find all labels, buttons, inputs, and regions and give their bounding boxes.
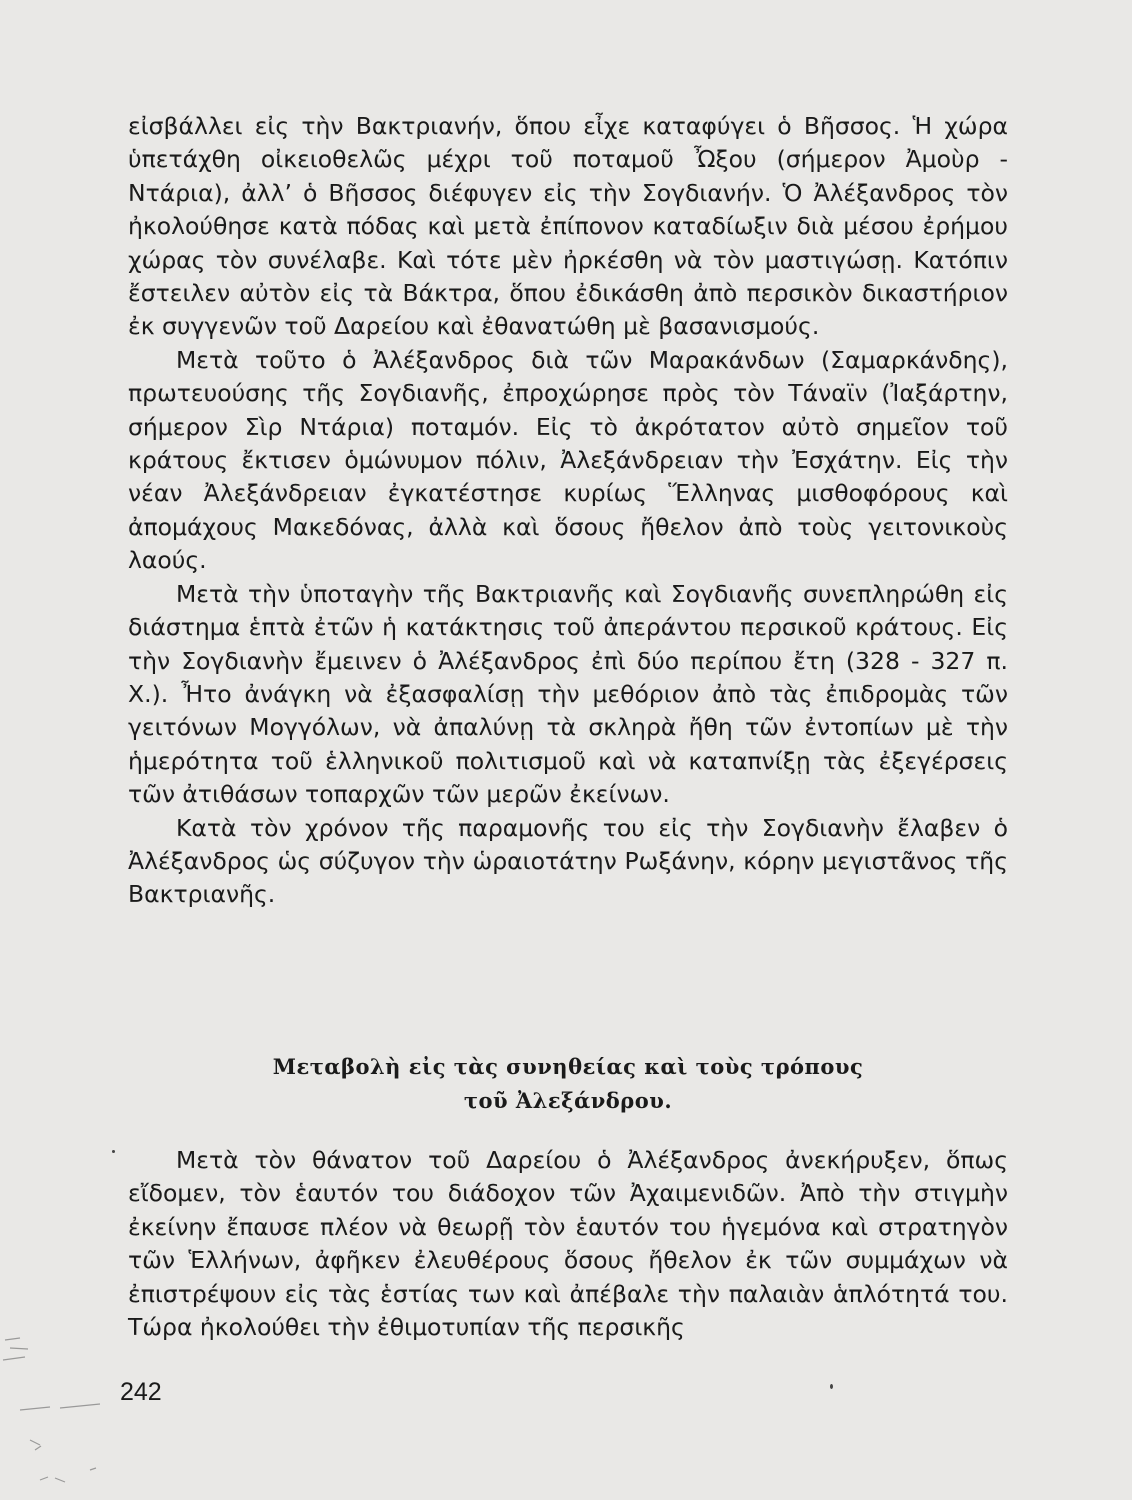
section-heading-line-2: τοῦ Ἀλεξάνδρου. xyxy=(463,1088,673,1113)
page-number: 242 xyxy=(120,1378,162,1406)
speck-mark xyxy=(112,1150,115,1153)
paragraph-1: εἰσβάλλει εἰς τὴν Βακτριανήν, ὅπου εἶχε καταφύγει ὁ Βῆσσος. Ἡ χώρα ὑπετάχθη οἰκειοθελῶς μέχρι τοῦ ποταμοῦ Ὦξου (σήμερον Ἀμοὺρ - Ντάρια), ἀλλ’ ὁ Βῆσσος διέφυγεν εἰς τὴν Σογδιανήν. Ὁ Ἀλέξανδρος τὸν ἠκολούθησε κατὰ πόδας καὶ μετὰ ἐπίπονον καταδίωξιν διὰ μέσου ἐρήμου χώρας τὸν συνέλαβε. Καὶ τότε μὲν ἠρκέσθη νὰ τὸν μαστιγώσῃ. Κατόπιν ἔστειλεν αὐτὸν εἰς τὰ Βάκτρα, ὅπου ἐδικάσθη ἀπὸ περσικὸν δικαστήριον ἐκ συγγενῶν τοῦ Δαρείου καὶ ἐθανατώθη μὲ βασανισμούς. xyxy=(128,112,1008,341)
paragraph-2: Μετὰ τοῦτο ὁ Ἀλέξανδρος διὰ τῶν Μαρακάνδων (Σαμαρκάνδης), πρωτευούσης τῆς Σογδιανῆς, ἐπροχώρησε πρὸς τὸν Τάναϊν (Ἰαξάρτην, σήμερον Σὶρ Ντάρια) ποταμόν. Εἰς τὸ ἀκρότατον αὐτὸ σημεῖον τοῦ κράτους ἔκτισεν ὁμώνυμον πόλιν, Ἀλεξάνδρειαν τὴν Ἐσχάτην. Εἰς τὴν νέαν Ἀλεξάνδρειαν ἐγκατέστησε κυρίως Ἕλληνας μισθοφόρους καὶ ἀπομάχους Μακεδόνας, ἀλλὰ καὶ ὅσους ἤθελον ἀπὸ τοὺς γειτονικοὺς λαούς. xyxy=(128,345,1008,575)
margin-scan-marks xyxy=(0,1320,130,1500)
main-text-block xyxy=(128,110,1008,912)
paragraph-4: Κατὰ τὸν χρόνον τῆς παραμονῆς του εἰς τὴν Σογδιανὴν ἔλαβεν ὁ Ἀλέξανδρος ὡς σύζυγον τὴν ὡραιοτάτην Ρωξάνην, κόρην μεγιστᾶνος τῆς Βακτριανῆς. xyxy=(128,813,1008,909)
speck-mark xyxy=(830,1384,833,1389)
paragraph-3: Μετὰ τὴν ὑποταγὴν τῆς Βακτριανῆς καὶ Σογδιανῆς συνεπληρώθη εἰς διάστημα ἑπτὰ ἐτῶν ἡ κατάκτησις τοῦ ἀπεράντου περσικοῦ κράτους. Εἰς τὴν Σογδιανὴν ἔμεινεν ὁ Ἀλέξανδρος ἐπὶ δύο περίπου ἔτη (328 - 327 π. Χ.). Ἦτο ἀνάγκη νὰ ἐξασφαλίσῃ τὴν μεθόριον ἀπὸ τὰς ἐπιδρομὰς τῶν γειτόνων Μογγόλων, νὰ ἀπαλύνῃ τὰ σκληρὰ ἤθη τῶν ἐντοπίων μὲ τὴν ἡμερότητα τοῦ ἑλληνικοῦ πολιτισμοῦ καὶ νὰ καταπνίξῃ τὰς ἐξεγέρσεις τῶν ἀτιθάσων τοπαρχῶν τῶν μερῶν ἐκείνων. xyxy=(128,579,1008,809)
section-heading xyxy=(128,1050,1008,1118)
paragraph-5: Μετὰ τὸν θάνατον τοῦ Δαρείου ὁ Ἀλέξανδρος ἀνεκήρυξεν, ὅπως εἴδομεν, τὸν ἑαυτόν του διάδοχον τῶν Ἀχαιμενιδῶν. Ἀπὸ τὴν στιγμὴν ἐκείνην ἔπαυσε πλέον νὰ θεωρῇ τὸν ἑαυτόν του ἡγεμόνα καὶ στρατηγὸν τῶν Ἑλλήνων, ἀφῆκεν ἐλευθέρους ὅσους ἤθελον ἐκ τῶν συμμάχων νὰ ἐπιστρέψουν εἰς τὰς ἑστίας των καὶ ἀπέβαλε τὴν παλαιὰν ἁπλότητά του. Τώρα ἠκολούθει τὴν ἐθιμοτυπίαν τῆς περσικῆς xyxy=(128,1146,1008,1342)
section-text-block xyxy=(128,1144,1008,1344)
section-heading-line-1: Μεταβολὴ εἰς τὰς συνηθείας καὶ τοὺς τρόπους xyxy=(272,1054,864,1079)
